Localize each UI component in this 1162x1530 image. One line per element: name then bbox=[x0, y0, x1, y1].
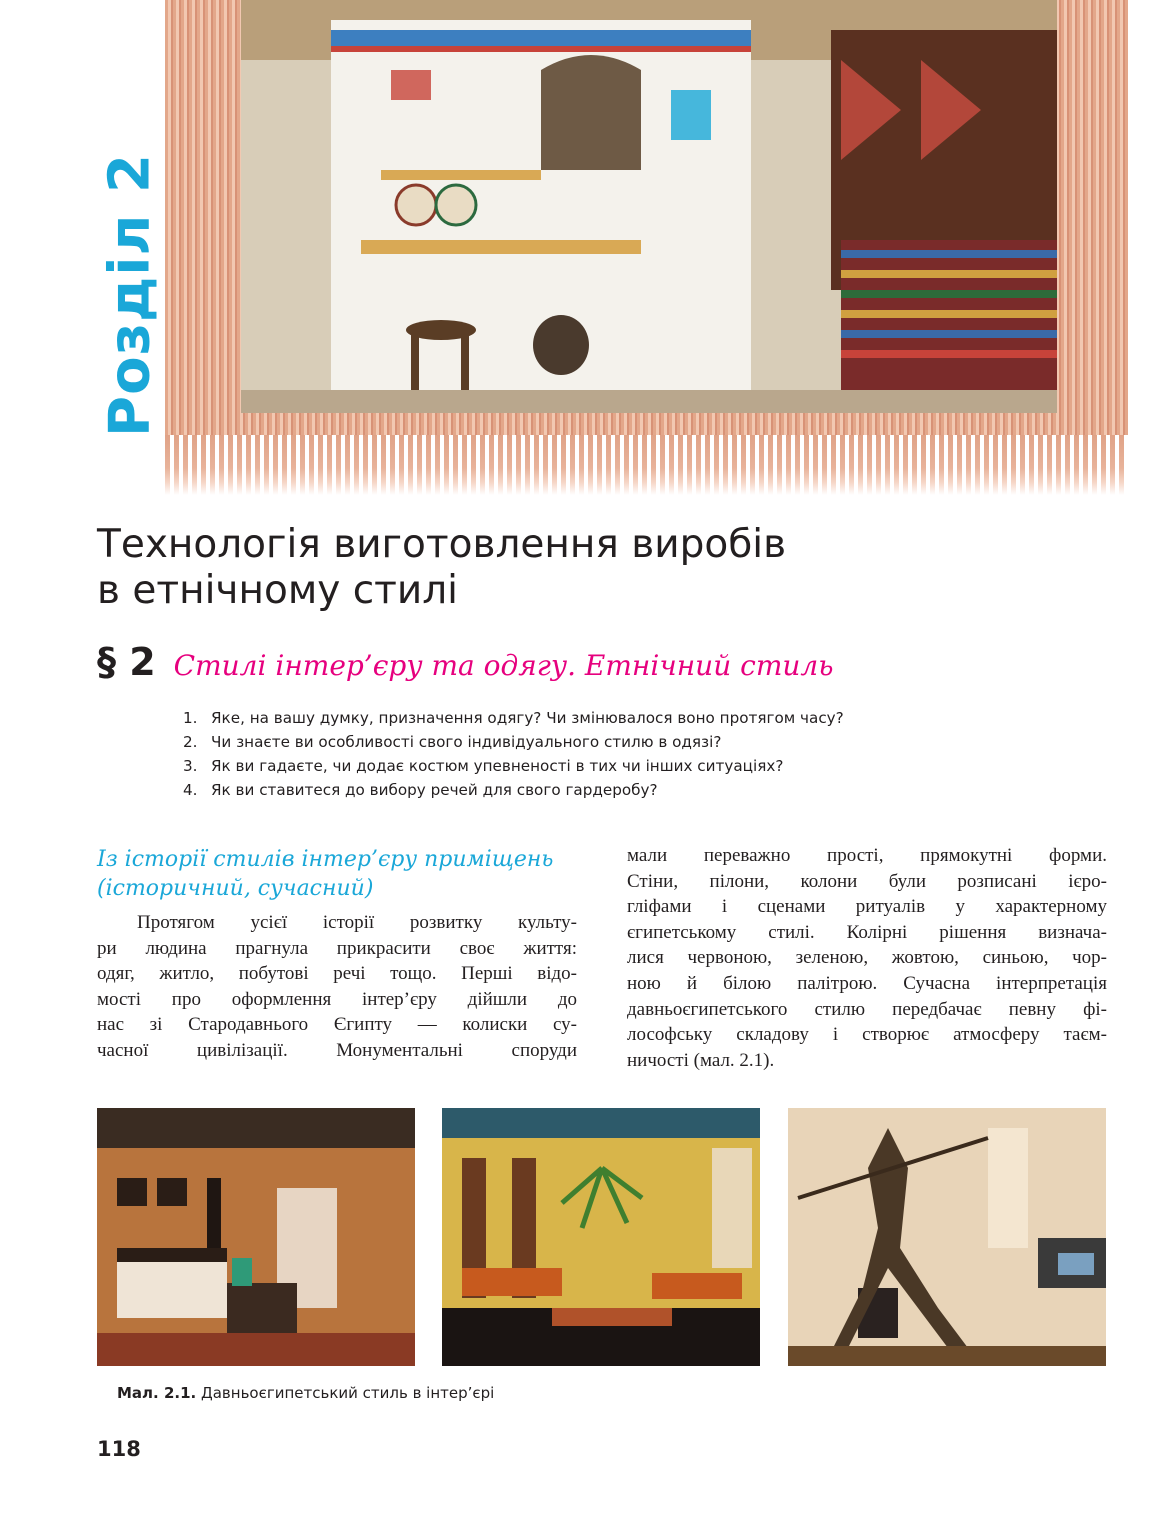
hero-photo-ukrainian-stove bbox=[241, 0, 1057, 413]
body-line: одяг, житло, побутові речі тощо. Перші відо- bbox=[97, 963, 577, 985]
fringe-bottom bbox=[165, 435, 1128, 495]
question-item bbox=[183, 778, 844, 802]
body-line: часної цивілізації. Монументальні споруди bbox=[97, 1039, 577, 1061]
body-line: мали переважно прості, прямокутні форми. bbox=[627, 845, 1107, 866]
page-title-line-1: Технологія виготовлення виробів bbox=[97, 522, 787, 567]
page-title bbox=[97, 522, 1057, 614]
figure-caption-text: Давньоєгипетський стиль в інтер’єрі bbox=[201, 1384, 495, 1402]
body-line: єгипетському стилі. Колірні рішення визнача- bbox=[627, 921, 1107, 943]
hero-photo-frame bbox=[165, 0, 1128, 495]
page-number: 118 bbox=[97, 1437, 141, 1461]
subheading-line-2: (історичний, сучасний) bbox=[97, 876, 374, 901]
body-line: давньоєгипетського стилю передбачає певну фі- bbox=[627, 998, 1107, 1020]
question-item bbox=[183, 730, 844, 754]
body-text-right bbox=[627, 843, 1107, 1073]
section-heading bbox=[97, 640, 834, 688]
question-number: 3. bbox=[183, 757, 198, 775]
question-text: Чи знаєте ви особливості свого індивідуального стилю в одязі? bbox=[211, 733, 722, 751]
section-name: Стилі інтер’єру та одягу. Етнічний стиль bbox=[173, 649, 834, 682]
section-number: § 2 bbox=[97, 640, 156, 684]
question-item bbox=[183, 706, 844, 730]
subheading-line-1: Із історії стилів інтер’єру приміщень bbox=[97, 847, 554, 872]
body-line: нас зі Стародавнього Єгипту — колиски су- bbox=[97, 1014, 577, 1036]
body-line: ною й білою палітрою. Сучасна інтерпретація bbox=[627, 972, 1107, 994]
figure-photo-statue-hall bbox=[788, 1108, 1106, 1366]
body-line: мості про оформлення інтер’єру дійшли до bbox=[97, 988, 577, 1010]
body-line: гліфами і сценами ритуалів у характерному bbox=[627, 896, 1107, 918]
body-text-left bbox=[97, 910, 577, 1064]
question-number: 1. bbox=[183, 709, 198, 727]
chapter-label-text: Розділ 2 bbox=[97, 153, 163, 437]
figure-photo-bedroom bbox=[97, 1108, 415, 1366]
body-line: лософську складову і створює атмосферу таєм- bbox=[627, 1024, 1107, 1046]
chapter-label bbox=[97, 153, 163, 437]
question-number: 2. bbox=[183, 733, 198, 751]
question-item bbox=[183, 754, 844, 778]
body-line: лися червоною, зеленою, жовтою, синьою, чор- bbox=[627, 947, 1107, 969]
page-title-line-2: в етнічному стилі bbox=[97, 568, 458, 613]
body-line: Протягом усієї історії розвитку культу- bbox=[137, 912, 577, 933]
question-text: Як ви гадаєте, чи додає костюм упевненості в тих чи інших ситуаціях? bbox=[211, 757, 784, 775]
question-text: Яке, на вашу думку, призначення одягу? Чи змінювалося воно протягом часу? bbox=[211, 709, 844, 727]
figure-photo-living-room bbox=[442, 1108, 760, 1366]
body-line: ничості (мал. 2.1). bbox=[627, 1049, 775, 1071]
figure-caption bbox=[117, 1384, 494, 1402]
question-list bbox=[183, 706, 844, 802]
question-number: 4. bbox=[183, 781, 198, 799]
body-line: Стіни, пілони, колони були розписані ієро- bbox=[627, 870, 1107, 892]
body-line: ри людина прагнула прикрасити своє життя: bbox=[97, 937, 577, 959]
question-text: Як ви ставитеся до вибору речей для свого гардеробу? bbox=[211, 781, 658, 799]
subheading bbox=[97, 845, 587, 903]
figure-label: Мал. 2.1. bbox=[117, 1384, 197, 1402]
